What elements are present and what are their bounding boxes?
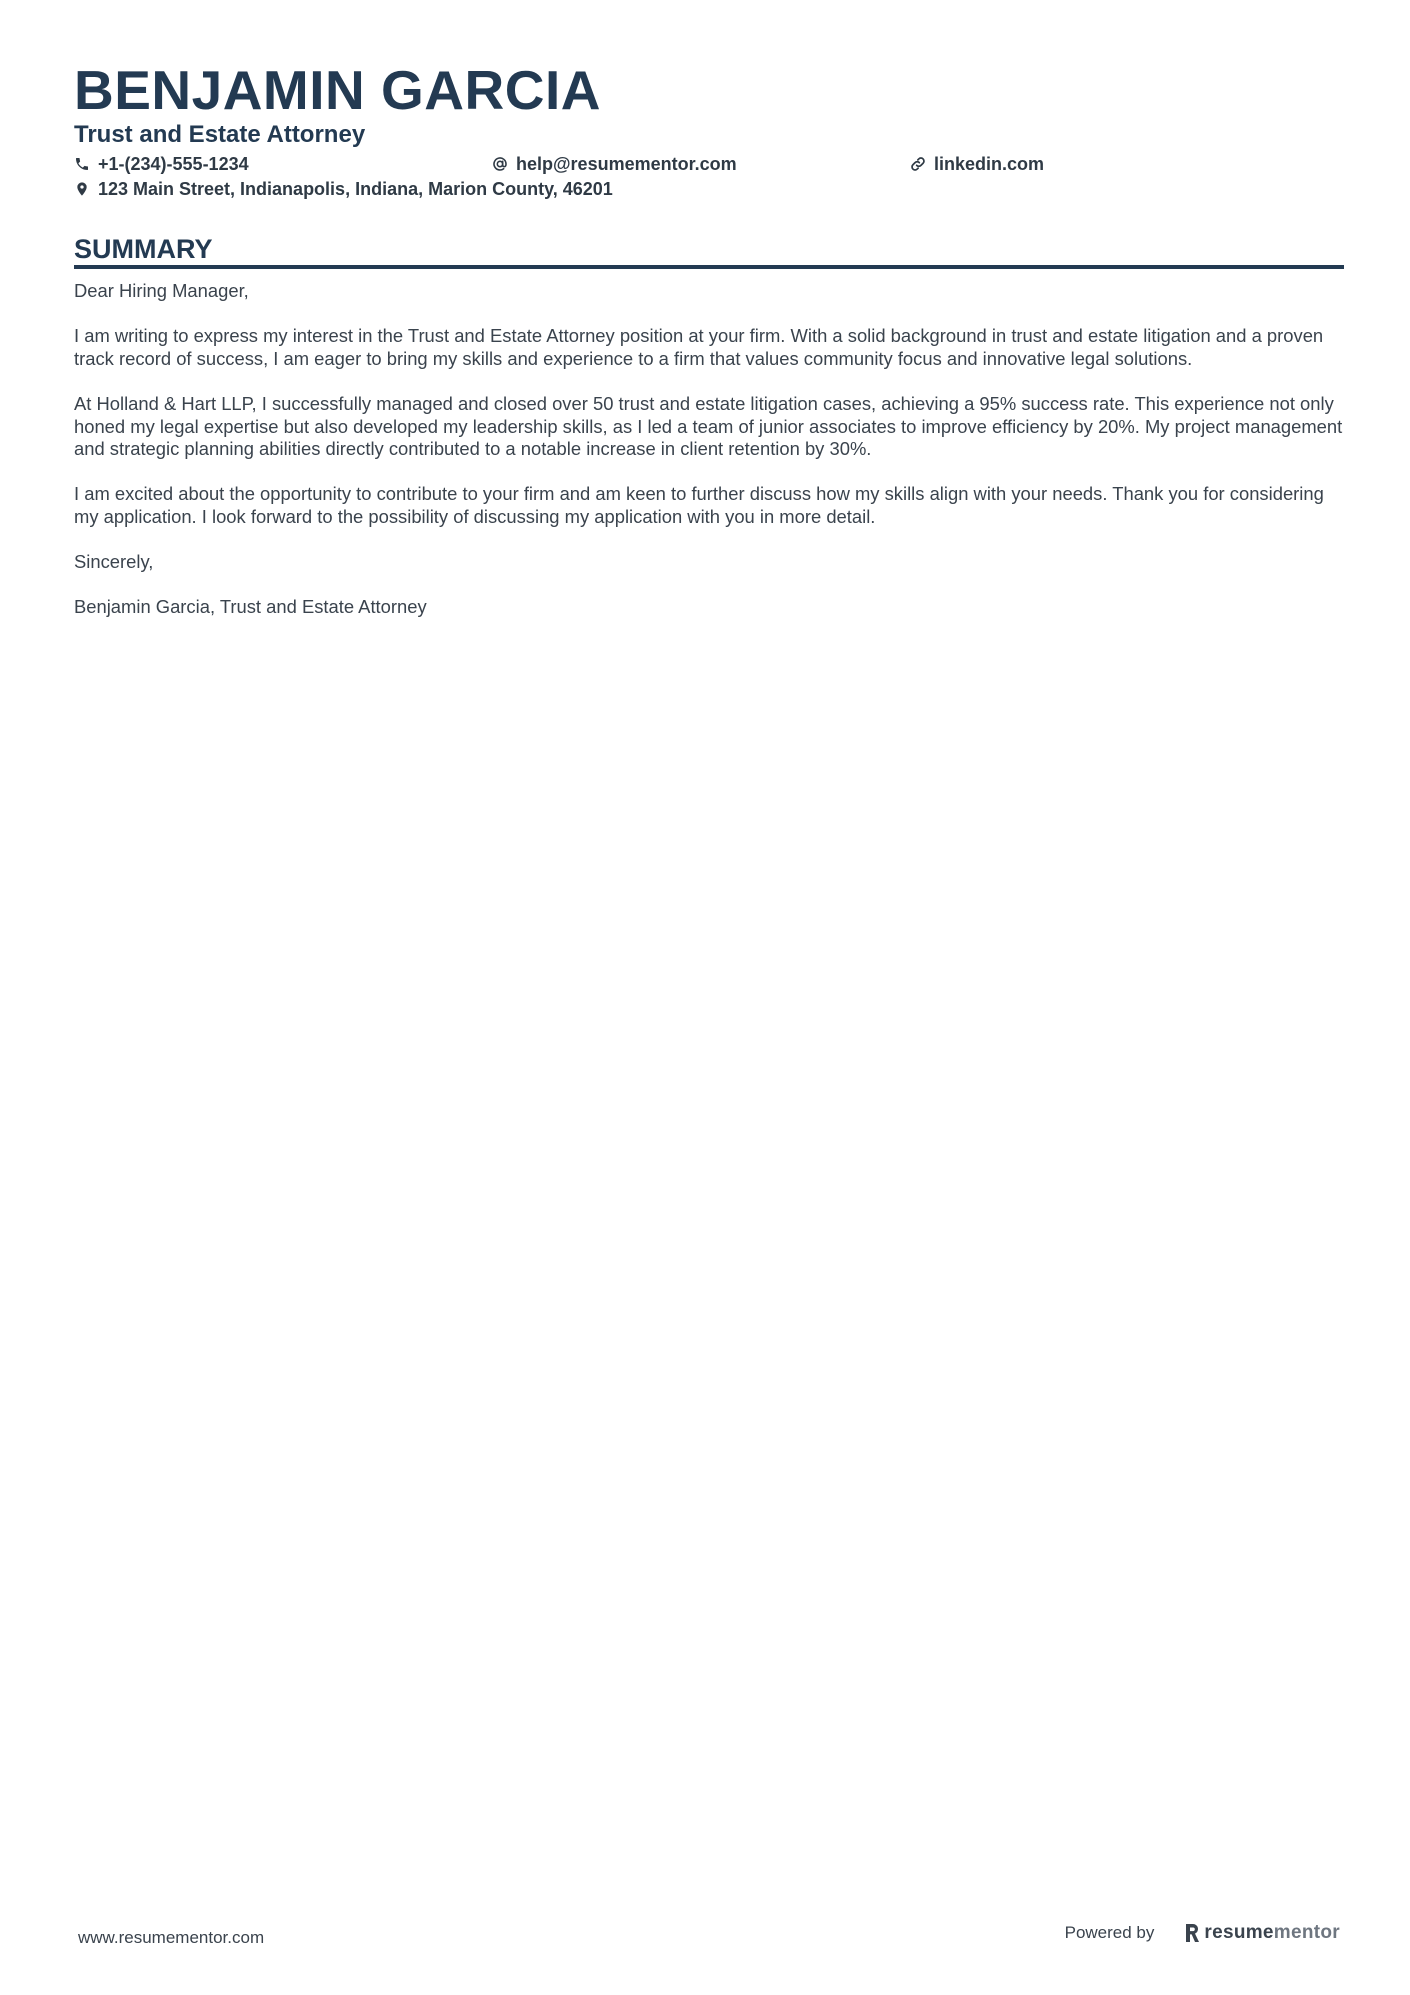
phone-text: +1-(234)-555-1234 [98,154,249,174]
address-text: 123 Main Street, Indianapolis, Indiana, Marion County, 46201 [98,179,613,199]
footer-website-link[interactable]: www.resumementor.com [78,1928,265,1947]
letter-paragraph: I am writing to express my interest in the Trust and Estate Attorney position at your firm. With a solid background in trust and estate litigation and a proven track record of success, I am eager to bring my skills and experience to a firm that values community focus and innovative legal solutions. [74,325,1324,369]
cover-letter-body [74,280,1344,642]
section-divider [74,265,1344,269]
powered-by-label: Powered by [1064,1923,1155,1942]
logo-text-light: mentor [1273,1922,1340,1943]
letter-signature: Benjamin Garcia, Trust and Estate Attorney [74,596,427,618]
footer-branding [1065,1922,1340,1944]
candidate-name: BENJAMIN GARCIA [74,59,601,121]
letter-salutation: Dear Hiring Manager, [74,280,249,301]
contact-phone[interactable] [74,152,249,176]
letter-closing: Sincerely, [74,551,154,573]
email-text: help@resumementor.com [516,154,737,174]
contact-address [74,177,613,201]
letter-paragraph: I am excited about the opportunity to contribute to your firm and am keen to further discuss how my skills align with your needs. Thank you for considering my application. I look forward to the possibility of discussing my application with you in more detail. [74,483,1324,527]
letter-paragraph: At Holland & Hart LLP, I successfully managed and closed over 50 trust and estate litigation cases, achieving a 95% success rate. This experience not only honed my legal expertise but also developed my leadership skills, as I led a team of junior associates to improve efficiency by 20%. My project management and strategic planning abilities directly contributed to a notable increase in client retention by 30%. [74,392,1343,460]
logo-text-bold: resume [1204,1922,1274,1943]
resumementor-logo[interactable] [1184,1922,1340,1944]
job-title: Trust and Estate Attorney [74,121,366,148]
resumementor-logo-icon [1184,1923,1200,1943]
map-pin-icon [74,181,90,197]
at-icon [492,156,508,172]
link-icon [910,156,926,172]
phone-icon [74,156,90,172]
contact-email[interactable] [492,152,737,176]
section-title-summary: SUMMARY [74,234,213,264]
contact-linkedin[interactable] [910,152,1044,176]
logo-text [1204,1922,1340,1944]
linkedin-text: linkedin.com [934,154,1045,174]
